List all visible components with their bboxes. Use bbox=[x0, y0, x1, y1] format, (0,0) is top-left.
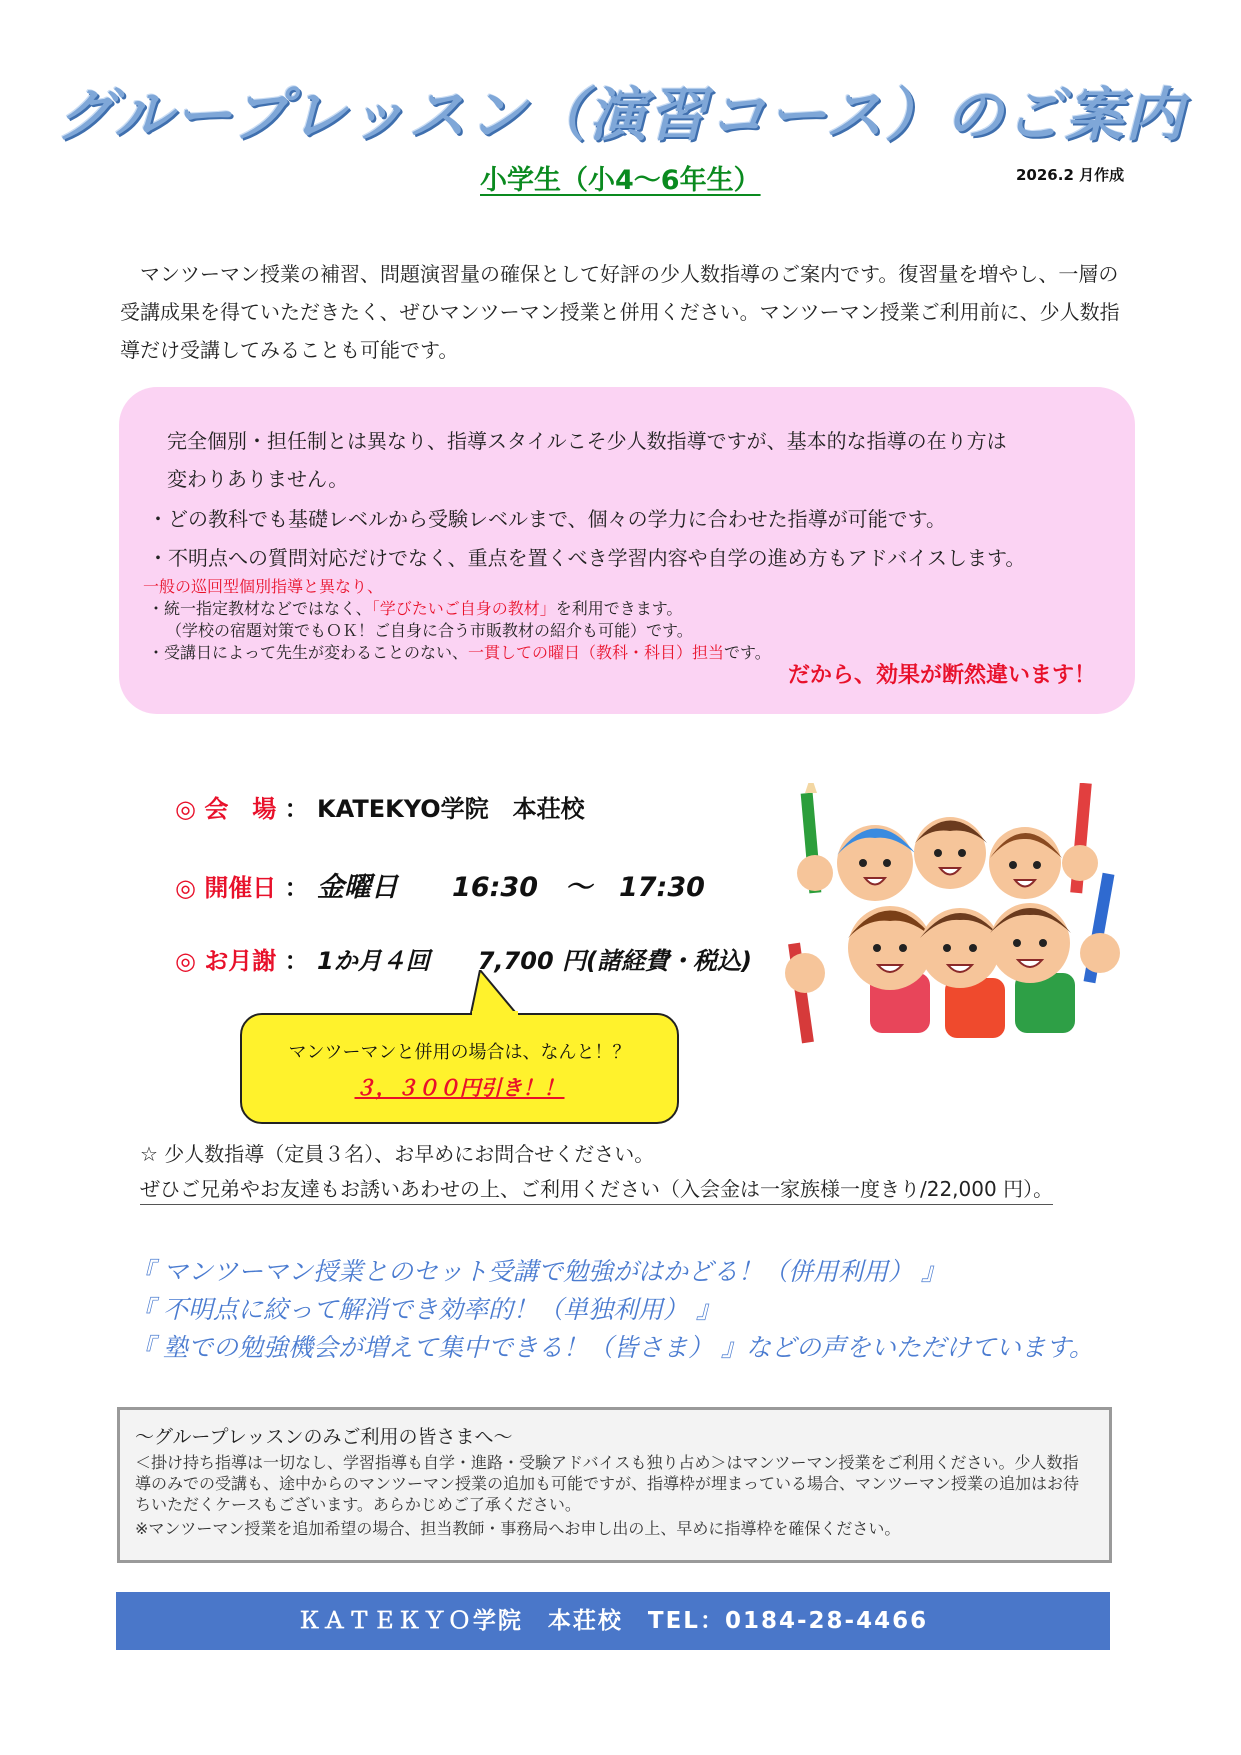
capacity-note: ☆ 少人数指導（定員３名）、お早めにお問合せください。 bbox=[140, 1142, 655, 1166]
features-conclusion: だから、効果が断然違います！ bbox=[788, 663, 1097, 688]
testimonial-3: 『 塾での勉強機会が増えて集中できる！（皆さま） 』などの声をいただけています。 bbox=[130, 1333, 1094, 1362]
feature-item-1-pre: ・統一指定教材などではなく、 bbox=[148, 599, 372, 618]
feature-bullet-1: ・どの教科でも基礎レベルから受験レベルまで、個々の学力に合わせた指導が可能です。 bbox=[148, 507, 946, 531]
feature-item-2-pre: ・受講日によって先生が変わることのない、 bbox=[148, 643, 469, 662]
discount-bubble bbox=[240, 1013, 679, 1124]
feature-item-1-highlight: 「学びたいご自身の教材」 bbox=[371, 599, 556, 618]
feature-item-1-sub: （学校の宿題対策でもＯＫ！ご自身に合う市販教材の紹介も可能）です。 bbox=[166, 621, 693, 640]
invite-note: ぜひご兄弟やお友達もお誘いあわせの上、ご利用ください（入会金は一家族様一度きり/22,000 円）。 bbox=[140, 1173, 1053, 1205]
date-separator: ： bbox=[284, 874, 309, 902]
notice-text: ＜掛け持ち指導は一切なし、学習指導も自学・進路・受験アドバイスも独り占め＞はマンツーマン授業をご利用ください。少人数指導のみでの受講も、途中からのマンツーマン授業の追加も可能ですが、指導枠が埋まっている場合、マンツーマン授業の追加はお待ちいただくケースもございます。あらかじめご了承ください。 bbox=[135, 1453, 1080, 1514]
info-venue bbox=[175, 789, 585, 824]
testimonial-2: 『 不明点に絞って解消でき効率的！（単独利用） 』 bbox=[130, 1295, 721, 1324]
venue-value: KATEKYO学院 本荘校 bbox=[317, 795, 585, 823]
features-lead-1: 完全個別・担任制とは異なり、指導スタイルこそ少人数指導ですが、基本的な指導の在り方は bbox=[167, 429, 1007, 453]
intro-text: マンツーマン授業の補習、問題演習量の確保として好評の少人数指導のご案内です。復習量を増やし、一層の受講成果を得ていただきたく、ぜひマンツーマン授業と併用ください。マンツーマン授業ご利用前に、少人数指導だけ受講してみることも可能です。 bbox=[120, 262, 1120, 362]
children-illustration bbox=[775, 783, 1120, 1053]
creation-date: 2026.2 月作成 bbox=[1016, 166, 1125, 184]
date-label: 開催日 bbox=[204, 874, 277, 902]
venue-label: 会 場 bbox=[204, 795, 277, 823]
fee-mark: ◎ bbox=[175, 947, 196, 975]
features-lead-2: 変わりありません。 bbox=[167, 467, 349, 491]
intro-paragraph bbox=[120, 255, 1120, 369]
fee-separator: ： bbox=[284, 947, 309, 975]
venue-separator: ： bbox=[284, 795, 309, 823]
feature-item-2 bbox=[148, 640, 771, 663]
feature-item-2-post: です。 bbox=[724, 643, 771, 662]
date-value: 金曜日 16:30 ～ 17:30 bbox=[317, 872, 705, 903]
bubble-discount: ３，３００円引き！！ bbox=[354, 1076, 565, 1100]
notice-title: ～グループレッスンのみご利用の皆さまへ～ bbox=[135, 1426, 513, 1448]
subtitle: 小学生（小4～6年生） bbox=[480, 165, 761, 196]
page-title: グループレッスン（演習コース）のご案内 bbox=[55, 81, 1186, 149]
feature-item-1 bbox=[148, 596, 682, 619]
date-mark: ◎ bbox=[175, 874, 196, 902]
venue-mark: ◎ bbox=[175, 795, 196, 823]
info-date bbox=[175, 865, 705, 904]
contact-footer: ＫＡＴＥＫＹＯ学院 本荘校 TEL：0184-28-4466 bbox=[116, 1592, 1110, 1650]
features-red-heading: 一般の巡回型個別指導と異なり、 bbox=[143, 577, 384, 596]
notice-footnote: ※マンツーマン授業を追加希望の場合、担当教師・事務局へお申し出の上、早めに指導枠を確保ください。 bbox=[135, 1519, 901, 1538]
fee-value: 1か月４回 7,700 円(諸経費・税込) bbox=[317, 947, 752, 975]
bubble-line-1: マンツーマンと併用の場合は、なんと！？ bbox=[288, 1042, 631, 1063]
feature-bullet-2: ・不明点への質問対応だけでなく、重点を置くべき学習内容や自学の進め方もアドバイスします。 bbox=[148, 546, 1026, 570]
info-fee bbox=[175, 941, 752, 976]
feature-item-2-highlight: 一貫しての曜日（教科・科目）担当 bbox=[468, 643, 725, 662]
fee-label: お月謝 bbox=[204, 947, 277, 975]
bubble-tail-joint bbox=[470, 1005, 540, 1021]
feature-item-1-post: を利用できます。 bbox=[555, 599, 683, 618]
testimonial-1: 『 マンツーマン授業とのセット受講で勉強がはかどる！（併用利用） 』 bbox=[130, 1257, 946, 1286]
